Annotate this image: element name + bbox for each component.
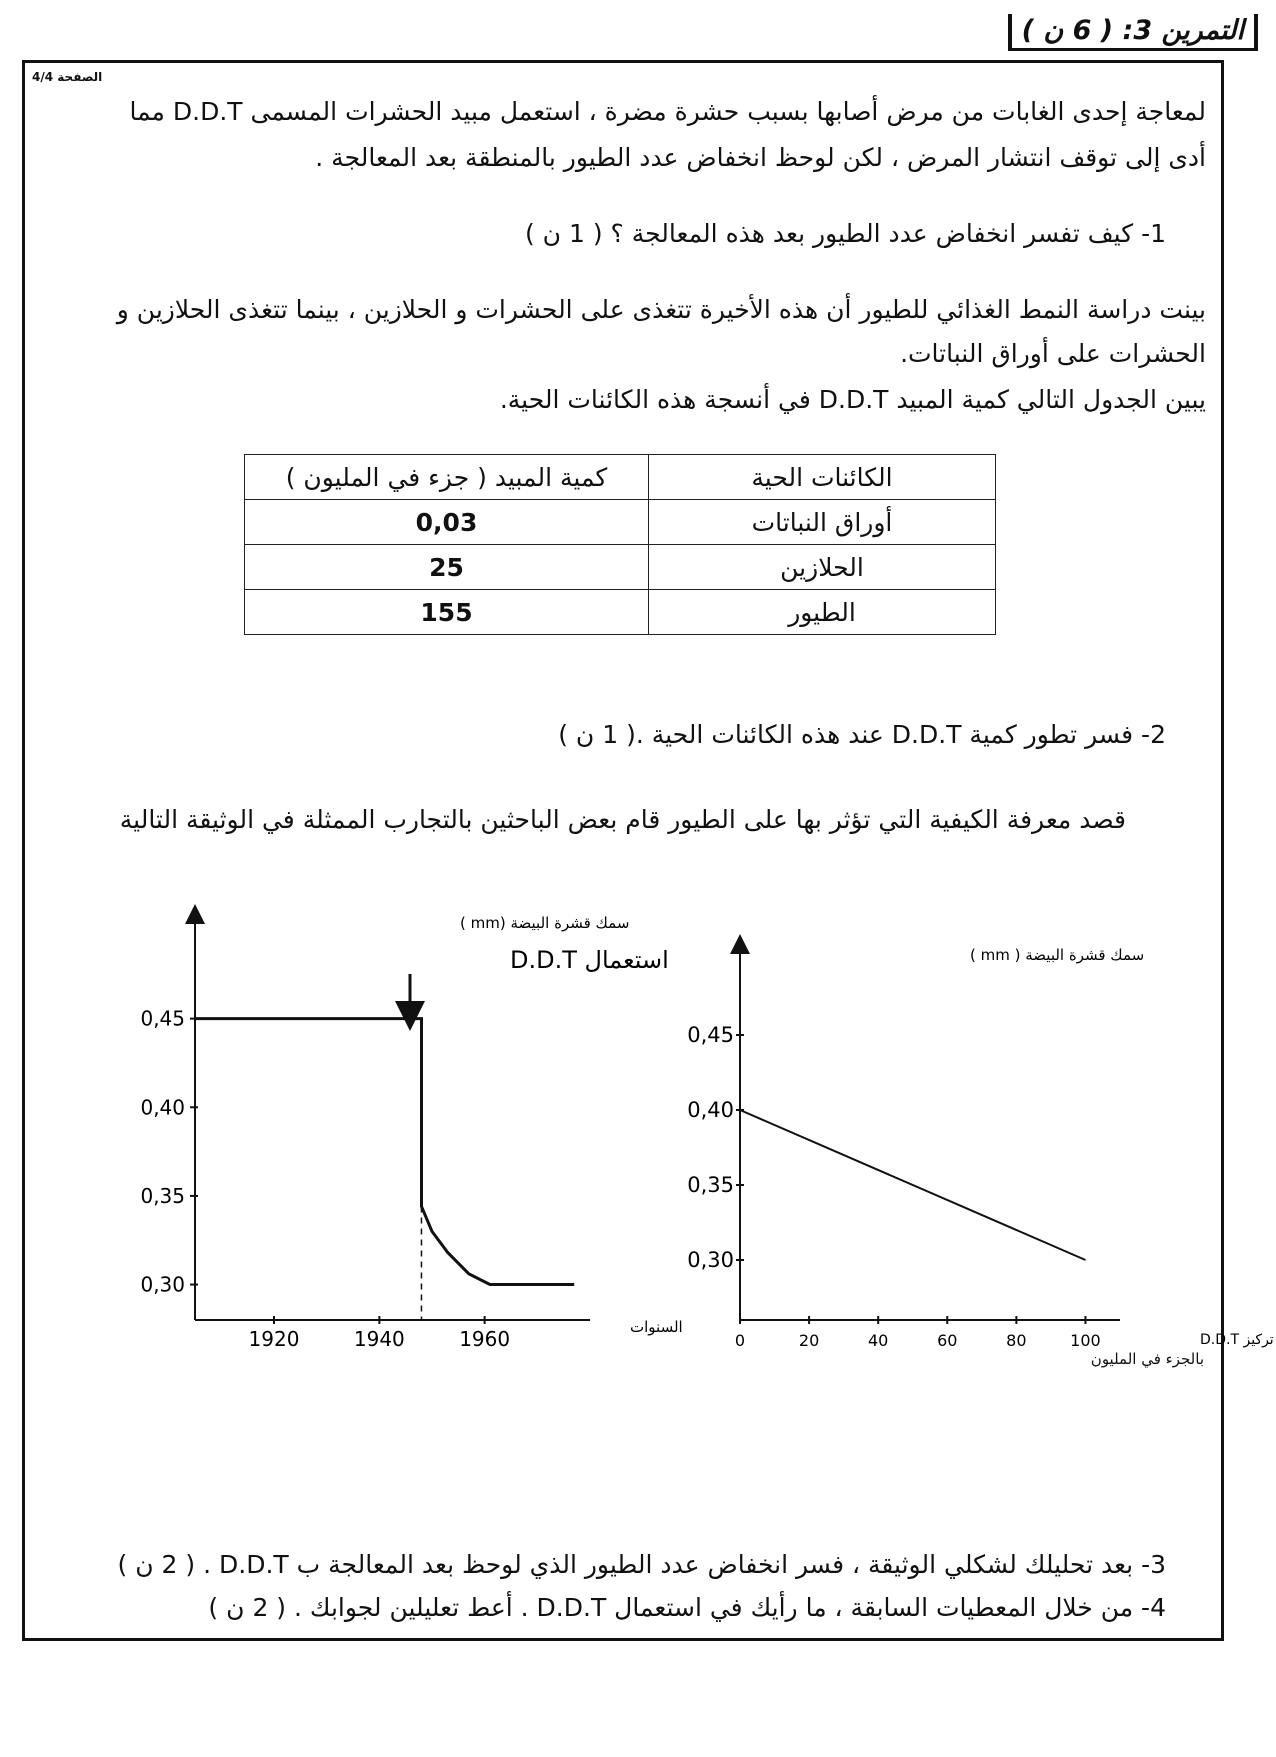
study-line-3: يبين الجدول التالي كمية المبيد D.D.T في أنسجة هذه الكائنات الحية.	[499, 385, 1206, 414]
table-cell-organism: الحلازين	[649, 545, 996, 590]
table-cell-amount: 155	[245, 590, 649, 635]
chart2-y-tick-label: 0,40	[687, 1098, 734, 1122]
chart-eggshell-years	[120, 900, 683, 1351]
study-line-1: بينت دراسة النمط الغذائي للطيور أن هذه الأخيرة تتغذى على الحشرات و الحلازين ، بينما تتغذى الحلازين و	[116, 295, 1206, 324]
ddt-table	[244, 454, 996, 635]
chart1-x-tick-label: 1920	[248, 1327, 300, 1351]
chart2-x-tick-label: 40	[868, 1331, 889, 1350]
chart2-y-tick-label: 0,30	[687, 1248, 734, 1272]
table-cell-amount: 25	[245, 545, 649, 590]
chart1-y-tick-label: 0,45	[140, 1006, 185, 1031]
chart1-x-label: السنوات	[630, 1318, 683, 1336]
chart2-y-tick-label: 0,35	[687, 1173, 734, 1197]
chart1-series-line	[195, 1019, 574, 1285]
table-cell-organism: أوراق النباتات	[649, 500, 996, 545]
experiment-text: قصد معرفة الكيفية التي تؤثر بها على الطيور قام بعض الباحثين بالتجارب الممثلة في الوثيقة التالية	[119, 805, 1126, 834]
chart2-x-label-line1: تركيز D.D.T	[1200, 1332, 1274, 1348]
chart2-y-label: سمك قشرة البيضة ( mm )	[970, 946, 1145, 964]
intro-line-2: أدى إلى توقف انتشار المرض ، لكن لوحظ انخفاض عدد الطيور بالمنطقة بعد المعالجة .	[315, 143, 1206, 172]
page-number: الصفحة 4/4	[32, 70, 103, 84]
chart2-x-label-line2: بالجزء في المليون	[1090, 1350, 1204, 1368]
chart1-y-tick-label: 0,35	[140, 1183, 185, 1208]
table-header-row	[245, 455, 996, 500]
table-header-organism: الكائنات الحية	[649, 455, 996, 500]
table-row	[245, 545, 996, 590]
chart1-y-label: سمك قشرة البيضة (mm )	[460, 914, 630, 932]
table-cell-organism: الطيور	[649, 590, 996, 635]
table-row	[245, 500, 996, 545]
chart2-x-tick-label: 20	[798, 1331, 820, 1350]
chart2-x-tick-label: 0	[734, 1331, 746, 1350]
chart2-series-line	[740, 1110, 1086, 1260]
chart1-y-tick-label: 0,40	[140, 1095, 185, 1120]
chart1-annotation: استعمال D.D.T	[510, 946, 669, 974]
table-cell-amount: 0,03	[245, 500, 649, 545]
chart1-x-tick-label: 1940	[353, 1327, 405, 1351]
chart2-x-tick-label: 80	[1006, 1331, 1027, 1350]
exercise-header: التمرين 3: ( 6 ن )	[1008, 14, 1258, 51]
chart2-x-tick-label: 100	[1070, 1331, 1101, 1350]
table-row	[245, 590, 996, 635]
table-header-amount: كمية المبيد ( جزء في المليون )	[245, 455, 649, 500]
question-1: 1- كيف تفسر انخفاض عدد الطيور بعد هذه المعالجة ؟ ( 1 ن )	[524, 219, 1166, 248]
chart-eggshell-ddt	[660, 930, 1274, 1350]
question-4: 4- من خلال المعطيات السابقة ، ما رأيك في استعمال D.D.T . أعط تعليلين لجوابك . ( 2 ن )	[208, 1593, 1166, 1622]
chart1-y-tick-label: 0,30	[140, 1272, 185, 1297]
chart1-x-tick-label: 1960	[459, 1327, 511, 1351]
question-3: 3- بعد تحليلك لشكلي الوثيقة ، فسر انخفاض عدد الطيور الذي لوحظ بعد المعالجة ب D.D.T . ( 2 ن )	[117, 1550, 1166, 1579]
study-line-2: الحشرات على أوراق النباتات.	[900, 339, 1206, 368]
chart2-x-tick-label: 60	[937, 1331, 958, 1350]
question-2: 2- فسر تطور كمية D.D.T عند هذه الكائنات الحية .( 1 ن )	[558, 720, 1166, 749]
intro-line-1: لمعاجة إحدى الغابات من مرض أصابها بسبب حشرة مضرة ، استعمل مبيد الحشرات المسمى D.D.T مما	[129, 97, 1206, 126]
chart2-y-tick-label: 0,45	[687, 1023, 734, 1047]
